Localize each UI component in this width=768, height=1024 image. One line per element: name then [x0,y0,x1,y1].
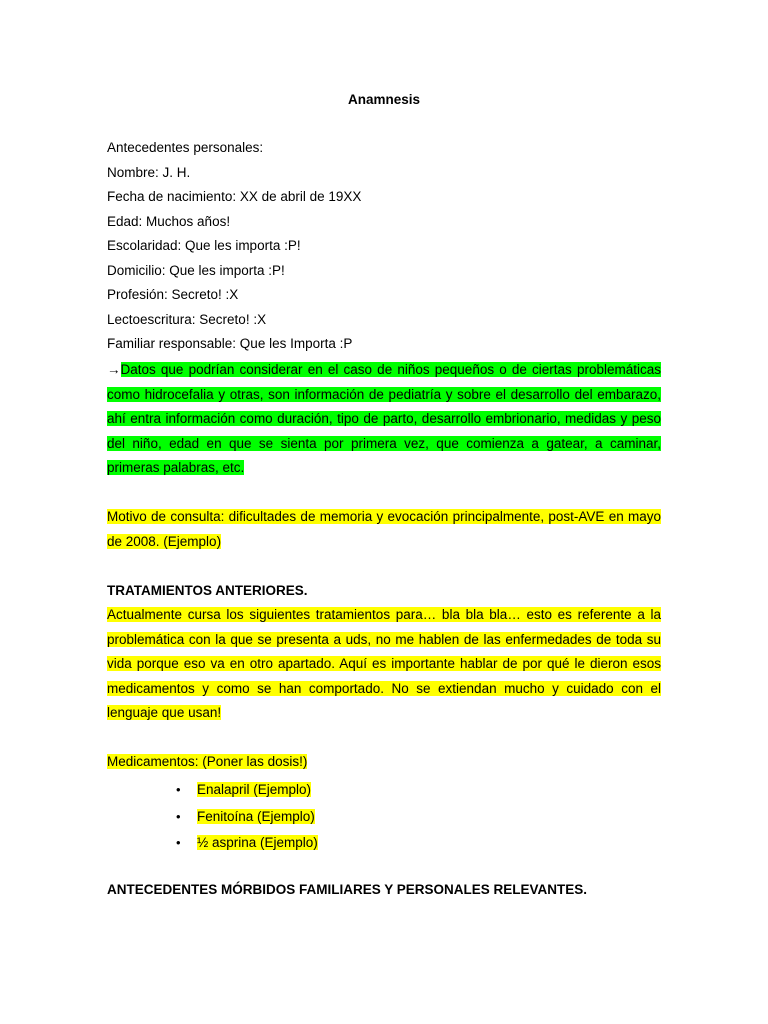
list-item [176,830,318,857]
document-title: Anamnesis [347,92,421,107]
motivo-consulta-text: Motivo de consulta: dificultades de memoria y evocación principalmente, post-AVE en mayo de 2008. (Ejemplo) [107,509,661,549]
medication-text: ½ asprina (Ejemplo) [197,835,318,850]
field-fecha-nacimiento: Fecha de nacimiento: XX de abril de 19XX [107,189,362,204]
field-lectoescritura: Lectoescritura: Secreto! :X [107,311,267,327]
field-familiar-responsable: Familiar responsable: Que les Importa :P [107,336,353,351]
personal-info-block [107,136,661,357]
medication-text: Enalapril (Ejemplo) [197,782,312,797]
field-nombre: Nombre: J. H. [107,164,191,180]
field-edad: Edad: Muchos años! [107,213,231,229]
antecedentes-heading: ANTECEDENTES MÓRBIDOS FAMILIARES Y PERSONALES RELEVANTES. [107,882,588,897]
bullet-icon: • [176,835,181,850]
list-item [176,804,318,831]
medications-list [176,777,318,857]
tratamientos-paragraph [107,603,661,726]
bullet-icon: • [176,808,181,824]
field-domicilio: Domicilio: Que les importa :P! [107,262,285,278]
medicamentos-label [107,753,307,771]
personal-header: Antecedentes personales: [107,140,264,155]
motivo-consulta-paragraph [107,505,661,554]
list-item [176,777,318,804]
tratamientos-text: Actualmente cursa los siguientes tratamientos para… bla bla bla… esto es referente a la problemática con la que se presenta a uds, no me hablen de las enfermedades de toda su vida porque eso va en otro apartado. Aquí es importante hablar de por qué le dieron esos medicamentos y como se han comportado. No se extiendan mucho y cuidado con el lenguaje que usan! [107,607,661,720]
field-profesion: Profesión: Secreto! :X [107,287,239,302]
tratamientos-heading: TRATAMIENTOS ANTERIORES. [107,583,308,598]
green-highlight-paragraph [107,358,661,481]
medicamentos-label-text: Medicamentos: (Poner las dosis!) [107,754,308,769]
arrow-icon: → [107,362,121,377]
field-escolaridad: Escolaridad: Que les importa :P! [107,238,301,253]
medication-text: Fenitoína (Ejemplo) [197,808,315,824]
green-paragraph-text: Datos que podrían considerar en el caso de niños pequeños o de ciertas problemáticas como hidrocefalia y otras, son información de pediatría y sobre el desarrollo del embarazo, ahí entra información como duración, tipo de parto, desarrollo embrionario, medidas y peso del niño, edad en que se sienta por primera vez, que comienza a gatear, a caminar, primeras palabras, etc. [107,362,661,475]
bullet-icon: • [176,782,181,797]
